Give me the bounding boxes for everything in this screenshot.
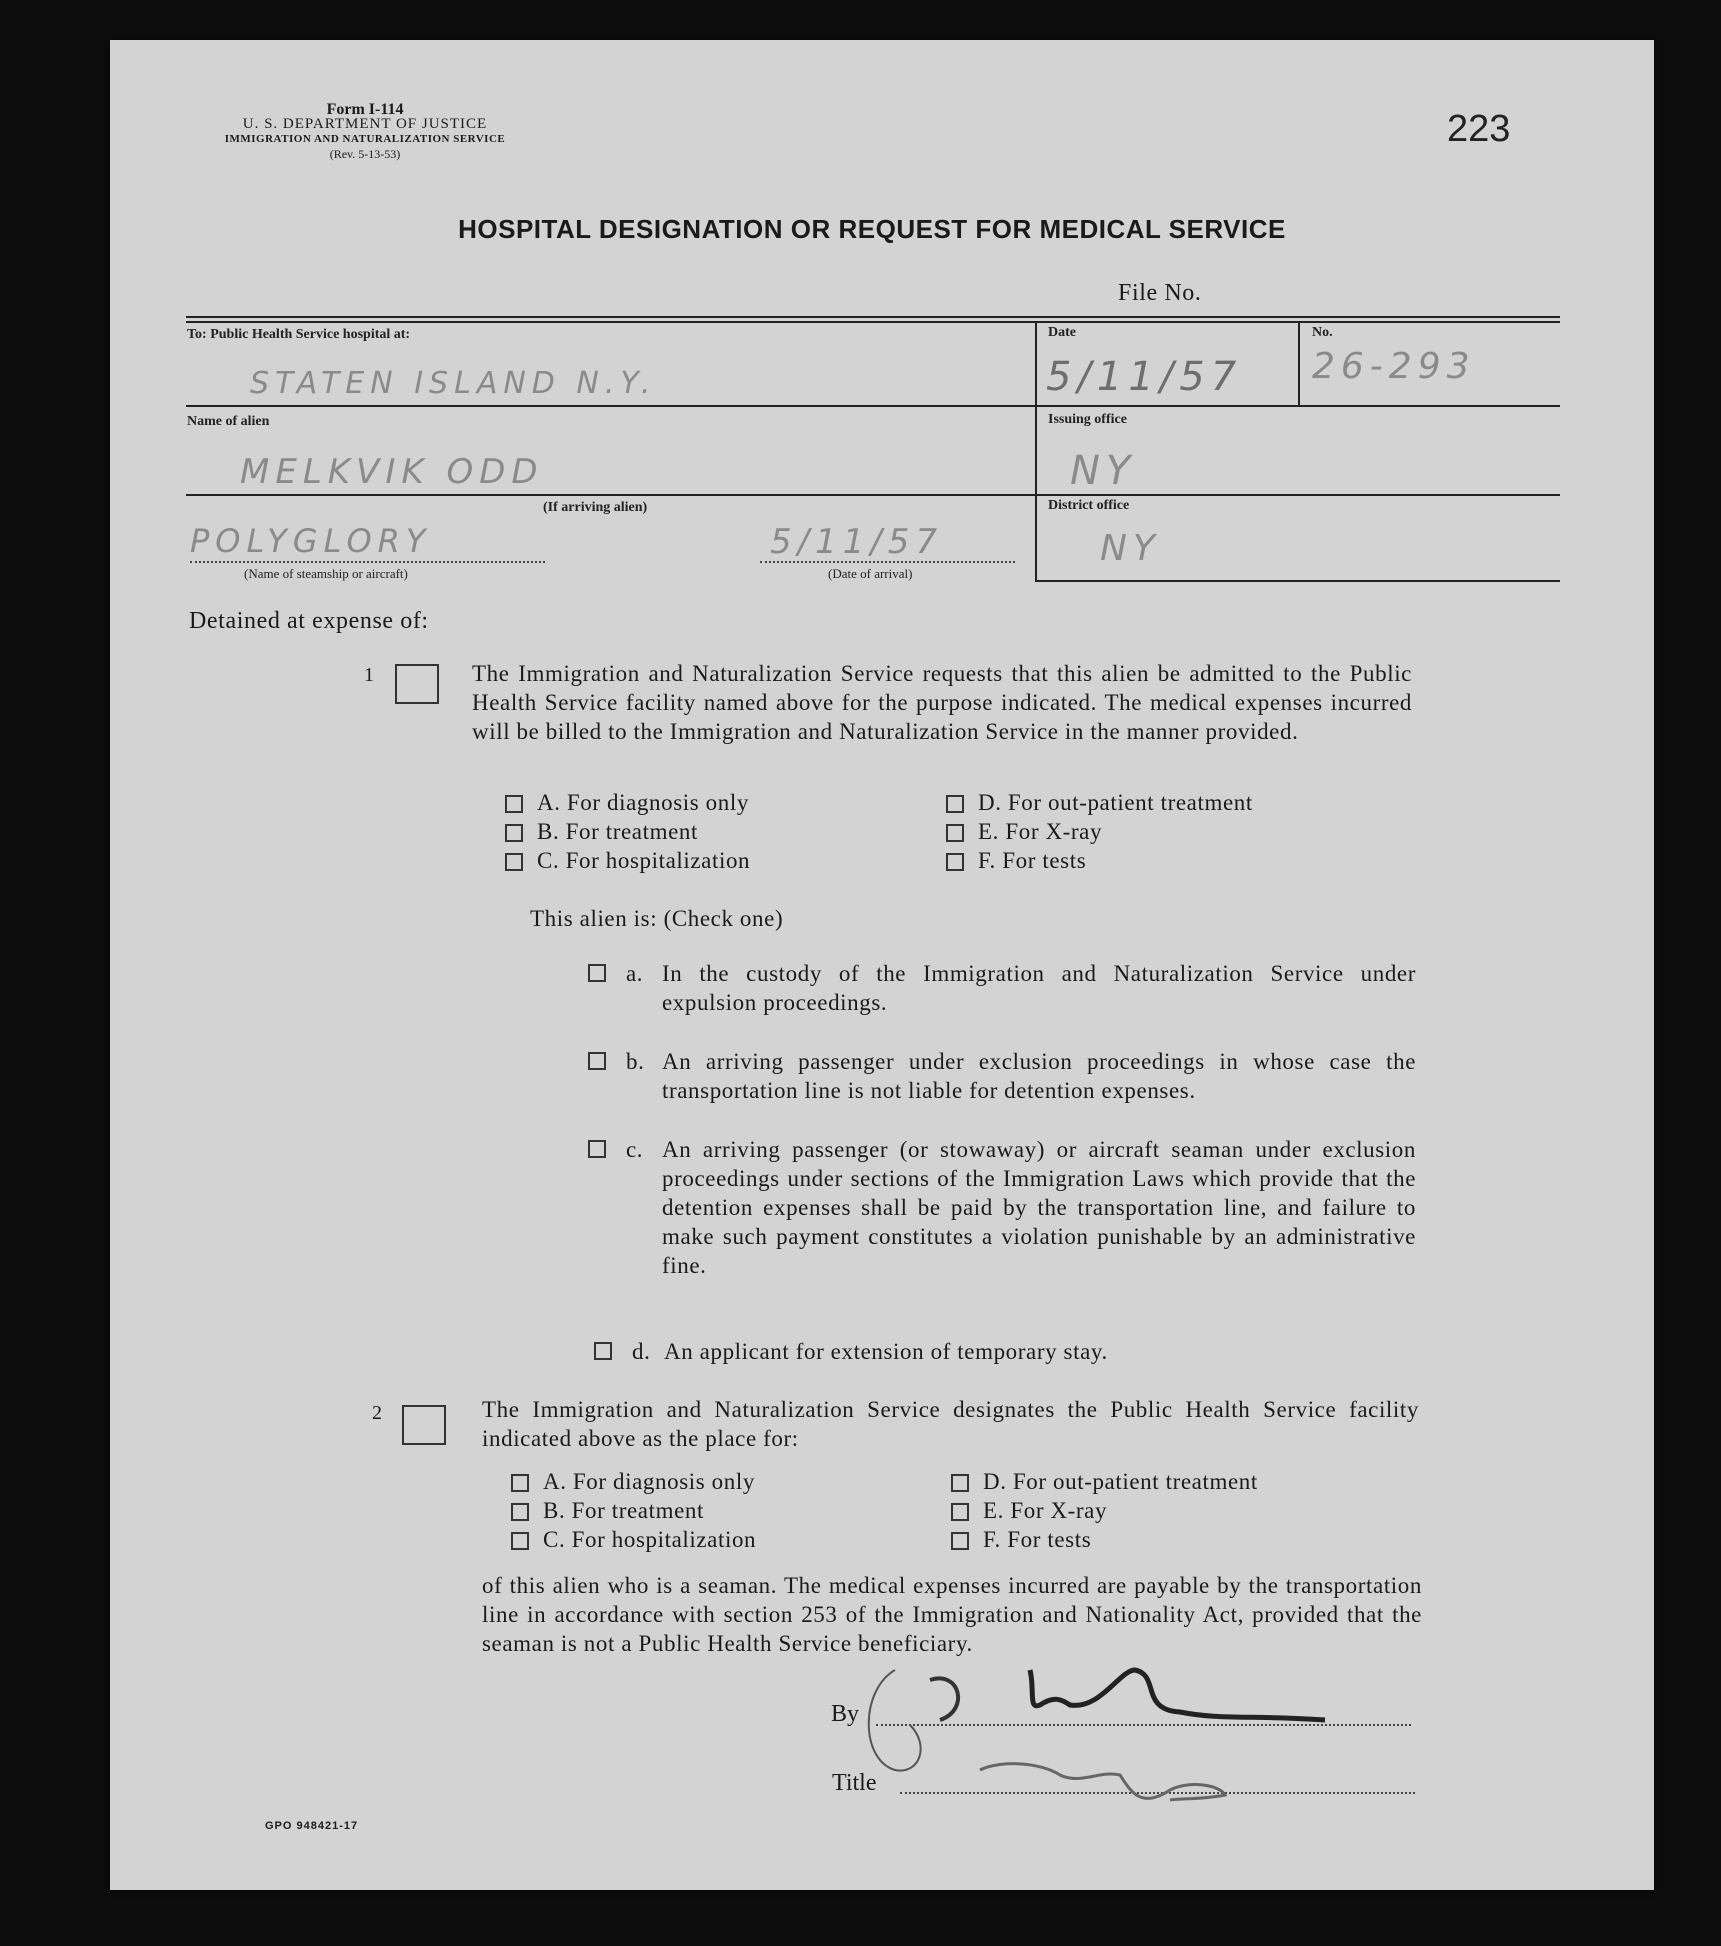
to-value: STATEN ISLAND N.Y.	[250, 366, 657, 401]
status-c-checkbox[interactable]	[588, 1140, 606, 1160]
service-name: IMMIGRATION AND NATURALIZATION SERVICE	[224, 133, 506, 145]
s1-option-f[interactable]: F. For tests	[946, 848, 1086, 874]
status-c-letter: c.	[626, 1137, 644, 1162]
section2-number: 2	[372, 1402, 382, 1424]
form-number: Form I-114	[326, 101, 404, 118]
s1-option-d[interactable]: D. For out-patient treatment	[946, 790, 1253, 816]
status-b-letter: b.	[626, 1049, 645, 1074]
s2-option-d[interactable]: D. For out-patient treatment	[951, 1469, 1258, 1495]
section1-text: The Immigration and Naturalization Service requests that this alien be admitted to the Public Health Service facility named above for the purpose indicated. The medical expenses incurred will be billed to the Immigration and Naturalization Service in the manner provided.	[472, 661, 1412, 744]
checkbox[interactable]	[505, 824, 523, 842]
status-b-checkbox[interactable]	[588, 1052, 606, 1072]
checkbox[interactable]	[946, 795, 964, 813]
steamship-value: POLYGLORY	[190, 522, 432, 560]
checkbox[interactable]	[505, 853, 523, 871]
gpo-code: GPO 948421-17	[265, 1820, 359, 1832]
section2-checkbox[interactable]	[402, 1405, 446, 1445]
checkbox[interactable]	[951, 1503, 969, 1521]
s1-option-c[interactable]: C. For hospitalization	[505, 848, 750, 874]
s2-option-a[interactable]: A. For diagnosis only	[511, 1469, 755, 1495]
status-d-text: An applicant for extension of temporary stay.	[664, 1339, 1108, 1364]
issuing-office-value: NY	[1070, 448, 1137, 494]
district-office-label: District office	[1048, 498, 1130, 513]
status-b-text: An arriving passenger under exclusion proceedings in whose case the transportation line is not liable for detention expenses.	[662, 1049, 1416, 1103]
top-rule	[186, 316, 1560, 318]
name-label: Name of alien	[187, 414, 270, 429]
field-rule-2	[186, 494, 1560, 496]
page-number: 223	[1447, 108, 1511, 150]
checkbox[interactable]	[511, 1474, 529, 1492]
status-c-text: An arriving passenger (or stowaway) or aircraft seaman under exclusion proceedings under sections of the Immigration Laws which provide that the detention expenses shall be paid by the transportation line, and failure to make such payment constitutes a violation punishable by an administrative fine.	[662, 1137, 1416, 1278]
arrival-label: (Date of arrival)	[828, 566, 913, 581]
field-rule-1	[186, 405, 1560, 407]
section1-number: 1	[364, 664, 374, 686]
checkbox[interactable]	[505, 795, 523, 813]
checkbox[interactable]	[511, 1532, 529, 1550]
arrival-line	[760, 561, 1015, 563]
s1-option-b[interactable]: B. For treatment	[505, 819, 698, 845]
status-d-letter: d.	[632, 1339, 651, 1364]
steamship-label: (Name of steamship or aircraft)	[244, 566, 408, 581]
checkbox[interactable]	[951, 1532, 969, 1550]
file-no-label: File No.	[1118, 280, 1202, 306]
s2-option-c[interactable]: C. For hospitalization	[511, 1527, 756, 1553]
checkbox[interactable]	[946, 824, 964, 842]
status-a-checkbox[interactable]	[588, 964, 606, 984]
checkbox[interactable]	[951, 1474, 969, 1492]
form-revision: (Rev. 5-13-53)	[329, 147, 401, 161]
s2-option-b[interactable]: B. For treatment	[511, 1498, 704, 1524]
alien-status-label: This alien is: (Check one)	[530, 906, 784, 931]
field-divider-2	[1298, 322, 1300, 406]
detained-label: Detained at expense of:	[189, 608, 429, 634]
section2-closing: of this alien who is a seaman. The medical expenses incurred are payable by the transportation line in accordance with section 253 of the Immigration and Nationality Act, provided that the seaman is not a Public Health Service beneficiary.	[482, 1573, 1422, 1656]
by-label: By	[831, 1701, 860, 1727]
checkbox[interactable]	[946, 853, 964, 871]
top-rule-2	[186, 321, 1560, 323]
date-label: Date	[1048, 325, 1076, 340]
arrival-value: 5/11/57	[770, 522, 944, 562]
date-value: 5/11/57	[1046, 354, 1243, 400]
no-value: 26-293	[1312, 346, 1476, 387]
district-office-value: NY	[1100, 528, 1161, 569]
s2-option-e[interactable]: E. For X-ray	[951, 1498, 1107, 1524]
status-a-letter: a.	[626, 961, 644, 986]
no-label: No.	[1312, 325, 1333, 340]
section1-checkbox[interactable]	[395, 664, 439, 704]
name-value: MELKVIK ODD	[240, 452, 544, 492]
form-header	[160, 102, 570, 162]
steamship-line	[190, 561, 545, 563]
to-label: To: Public Health Service hospital at:	[187, 327, 411, 342]
arriving-alien-label: (If arriving alien)	[543, 500, 648, 515]
department-name: U. S. DEPARTMENT OF JUSTICE	[242, 116, 488, 132]
s1-option-e[interactable]: E. For X-ray	[946, 819, 1102, 845]
form-title: HOSPITAL DESIGNATION OR REQUEST FOR MEDICAL SERVICE	[458, 214, 1286, 244]
status-a-text: In the custody of the Immigration and Naturalization Service under expulsion proceedings.	[662, 961, 1416, 1015]
signature-scribble	[800, 1650, 1360, 1830]
section2-text: The Immigration and Naturalization Service designates the Public Health Service facility indicated above as the place for:	[482, 1397, 1419, 1451]
field-rule-3	[1035, 580, 1560, 582]
checkbox[interactable]	[511, 1503, 529, 1521]
s2-option-f[interactable]: F. For tests	[951, 1527, 1091, 1553]
s1-option-a[interactable]: A. For diagnosis only	[505, 790, 749, 816]
status-d-checkbox[interactable]	[594, 1342, 612, 1362]
title-label: Title	[832, 1770, 877, 1796]
field-divider	[1035, 322, 1037, 582]
issuing-office-label: Issuing office	[1048, 412, 1127, 427]
